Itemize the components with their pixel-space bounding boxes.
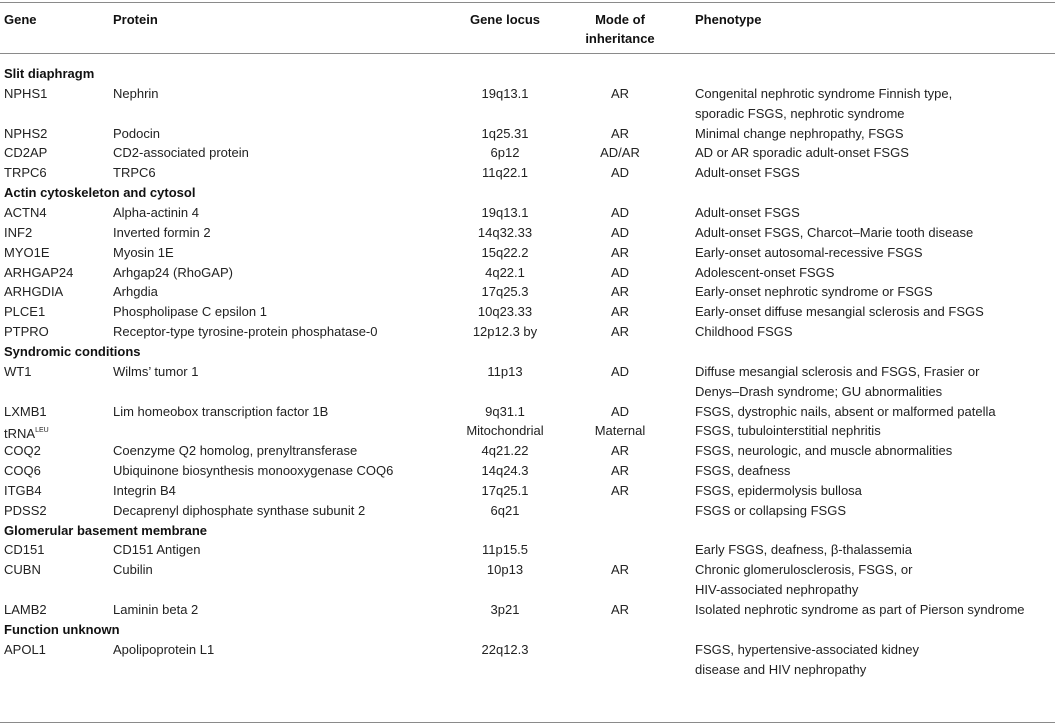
inheritance-cell: AR <box>610 482 630 498</box>
gene-cell: ITGB4 <box>4 482 42 498</box>
phenotype-cell: FSGS, deafness <box>695 463 791 478</box>
inheritance-cell: AR <box>610 562 630 578</box>
gene-cell: TRPC6 <box>4 165 47 181</box>
protein-cell: Inverted formin 2 <box>113 224 211 240</box>
protein-cell: Arhgdia <box>113 284 158 300</box>
gene-locus-cell: Mitochondrial <box>466 423 544 439</box>
inheritance-cell: AR <box>610 304 630 320</box>
protein-cell: Coenzyme Q2 homolog, prenyltransferase <box>113 443 358 459</box>
top-rule <box>0 2 1055 3</box>
inheritance-cell: AR <box>610 125 630 141</box>
gene-cell: ARHGAP24 <box>4 264 74 280</box>
protein-cell: Ubiquinone biosynthesis monooxygenase COQ6 <box>113 463 394 478</box>
protein-cell: TRPC6 <box>113 165 156 181</box>
inheritance-cell: AR <box>610 324 630 340</box>
gene-cell: NPHS1 <box>4 85 48 101</box>
gene-locus-cell: 10p13 <box>486 562 524 578</box>
gene-locus-cell: 15q22.2 <box>481 244 529 260</box>
inheritance-cell: AR <box>610 443 630 459</box>
gene-cell: COQ6 <box>4 463 41 478</box>
inheritance-cell: AR <box>610 85 630 101</box>
gene-locus-cell: 12p12.3 by <box>472 324 538 340</box>
gene-locus-cell: 11p13 <box>487 363 523 379</box>
section-heading: Function unknown <box>4 621 120 637</box>
inheritance-cell: AR <box>610 463 630 478</box>
protein-cell: Nephrin <box>113 85 159 101</box>
header-mode-line1: Mode of <box>595 12 645 27</box>
inheritance-cell: AD/AR <box>600 145 640 161</box>
protein-cell: Lim homeobox transcription factor 1B <box>113 403 329 419</box>
protein-cell: CD2-associated protein <box>113 145 249 161</box>
gene-locus-cell: 4q22.1 <box>485 264 525 280</box>
phenotype-cell: FSGS, hypertensive-associated kidney <box>695 641 919 657</box>
phenotype-cell: disease and HIV nephropathy <box>695 661 867 677</box>
gene-cell: COQ2 <box>4 443 41 459</box>
gene-locus-cell: 3p21 <box>490 602 520 617</box>
gene-cell: APOL1 <box>4 641 46 657</box>
phenotype-cell: Adult-onset FSGS <box>695 165 800 181</box>
gene-locus-cell: 11q22.1 <box>481 165 529 181</box>
phenotype-cell: Congenital nephrotic syndrome Finnish type, <box>695 85 953 101</box>
phenotype-cell: Childhood FSGS <box>695 324 793 340</box>
gene-cell: tRNA$^{LEU}$ <box>4 426 49 442</box>
gene-locus-cell: 14q24.3 <box>481 463 529 478</box>
header-gene: Gene <box>4 12 37 27</box>
gene-locus-cell: 17q25.1 <box>481 482 529 498</box>
gene-cell: CUBN <box>4 562 41 578</box>
phenotype-cell: Adolescent-onset FSGS <box>695 264 835 280</box>
inheritance-cell: Maternal <box>594 423 646 439</box>
phenotype-cell: Chronic glomerulosclerosis, FSGS, or <box>695 562 913 578</box>
gene-locus-cell: 19q13.1 <box>481 85 529 101</box>
gene-cell: PLCE1 <box>4 304 46 320</box>
gene-cell: LXMB1 <box>4 403 47 419</box>
section-heading: Actin cytoskeleton and cytosol <box>4 185 196 201</box>
phenotype-cell: Adult-onset FSGS <box>695 204 800 220</box>
gene-superscript: LEU <box>35 427 49 435</box>
protein-cell: Decaprenyl diphosphate synthase subunit 2 <box>113 502 366 518</box>
protein-cell: Podocin <box>113 125 160 141</box>
gene-cell: NPHS2 <box>4 125 48 141</box>
phenotype-cell: AD or AR sporadic adult-onset FSGS <box>695 145 909 161</box>
gene-locus-cell: 4q21.22 <box>481 443 529 459</box>
inheritance-cell: AD <box>610 264 630 280</box>
gene-locus-cell: 14q32.33 <box>477 224 533 240</box>
inheritance-cell: AR <box>610 602 630 617</box>
inheritance-cell: AR <box>610 284 630 300</box>
gene-cell: INF2 <box>4 224 33 240</box>
phenotype-cell: sporadic FSGS, nephrotic syndrome <box>695 105 905 121</box>
header-protein: Protein <box>113 12 158 27</box>
phenotype-cell: Early-onset diffuse mesangial sclerosis and FSGS <box>695 304 984 320</box>
gene-cell: PTPRO <box>4 324 49 340</box>
phenotype-cell: Early-onset nephrotic syndrome or FSGS <box>695 284 933 300</box>
gene-cell: MYO1E <box>4 244 50 260</box>
protein-cell: Laminin beta 2 <box>113 602 199 617</box>
gene-cell: PDSS2 <box>4 502 47 518</box>
phenotype-cell: FSGS, neurologic, and muscle abnormalities <box>695 443 953 459</box>
phenotype-cell: FSGS or collapsing FSGS <box>695 502 846 518</box>
inheritance-cell: AD <box>610 204 630 220</box>
inheritance-cell: AD <box>610 165 630 181</box>
protein-cell: Integrin B4 <box>113 482 176 498</box>
gene-locus-cell: 10q23.33 <box>477 304 533 320</box>
protein-cell: Wilms’ tumor 1 <box>113 363 199 379</box>
section-heading: Slit diaphragm <box>4 66 95 81</box>
protein-cell: CD151 Antigen <box>113 542 201 558</box>
gene-cell: CD2AP <box>4 145 48 161</box>
phenotype-cell: FSGS, dystrophic nails, absent or malformed patella <box>695 403 996 419</box>
inheritance-cell: AD <box>610 224 630 240</box>
gene-cell: LAMB2 <box>4 602 47 617</box>
gene-locus-cell: 19q13.1 <box>481 204 529 220</box>
gene-cell: CD151 <box>4 542 45 558</box>
gene-locus-cell: 17q25.3 <box>481 284 529 300</box>
protein-cell: Apolipoprotein L1 <box>113 641 215 657</box>
phenotype-cell: Adult-onset FSGS, Charcot–Marie tooth disease <box>695 224 974 240</box>
phenotype-cell: Minimal change nephropathy, FSGS <box>695 125 904 141</box>
phenotype-cell: FSGS, tubulointerstitial nephritis <box>695 423 881 439</box>
header-gene-locus: Gene locus <box>469 12 541 27</box>
phenotype-cell: Early-onset autosomal-recessive FSGS <box>695 244 923 260</box>
section-heading: Glomerular basement membrane <box>4 522 208 538</box>
header-rule <box>0 53 1055 54</box>
gene-locus-cell: 6q21 <box>490 502 520 518</box>
phenotype-cell: FSGS, epidermolysis bullosa <box>695 482 862 498</box>
phenotype-cell: Isolated nephrotic syndrome as part of Pierson syndrome <box>695 602 1025 617</box>
phenotype-cell: Early FSGS, deafness, β-thalassemia <box>695 542 913 558</box>
protein-cell: Myosin 1E <box>113 244 174 260</box>
gene-locus-cell: 22q12.3 <box>481 641 529 657</box>
gene-locus-cell: 9q31.1 <box>485 403 525 419</box>
inheritance-cell: AD <box>610 363 630 379</box>
gene-locus-cell: 11p15.5 <box>481 542 529 558</box>
phenotype-cell: Diffuse mesangial sclerosis and FSGS, Frasier or <box>695 363 980 379</box>
section-heading: Syndromic conditions <box>4 343 141 359</box>
protein-cell: Phospholipase C epsilon 1 <box>113 304 267 320</box>
header-phenotype: Phenotype <box>695 12 762 27</box>
bottom-rule <box>0 722 1055 723</box>
gene-cell: ARHGDIA <box>4 284 64 300</box>
gene-cell: ACTN4 <box>4 204 47 220</box>
protein-cell: Cubilin <box>113 562 153 578</box>
gene-cell: WT1 <box>4 363 32 379</box>
inheritance-cell: AD <box>610 403 630 419</box>
gene-locus-cell: 1q25.31 <box>481 125 529 141</box>
phenotype-cell: Denys–Drash syndrome; GU abnormalities <box>695 383 943 399</box>
protein-cell: Arhgap24 (RhoGAP) <box>113 264 233 280</box>
header-mode-line2: inheritance <box>585 31 655 46</box>
inheritance-cell: AR <box>610 244 630 260</box>
protein-cell: Receptor-type tyrosine-protein phosphatase-0 <box>113 324 378 340</box>
protein-cell: Alpha-actinin 4 <box>113 204 199 220</box>
phenotype-cell: HIV-associated nephropathy <box>695 582 859 598</box>
gene-locus-cell: 6p12 <box>490 145 520 161</box>
